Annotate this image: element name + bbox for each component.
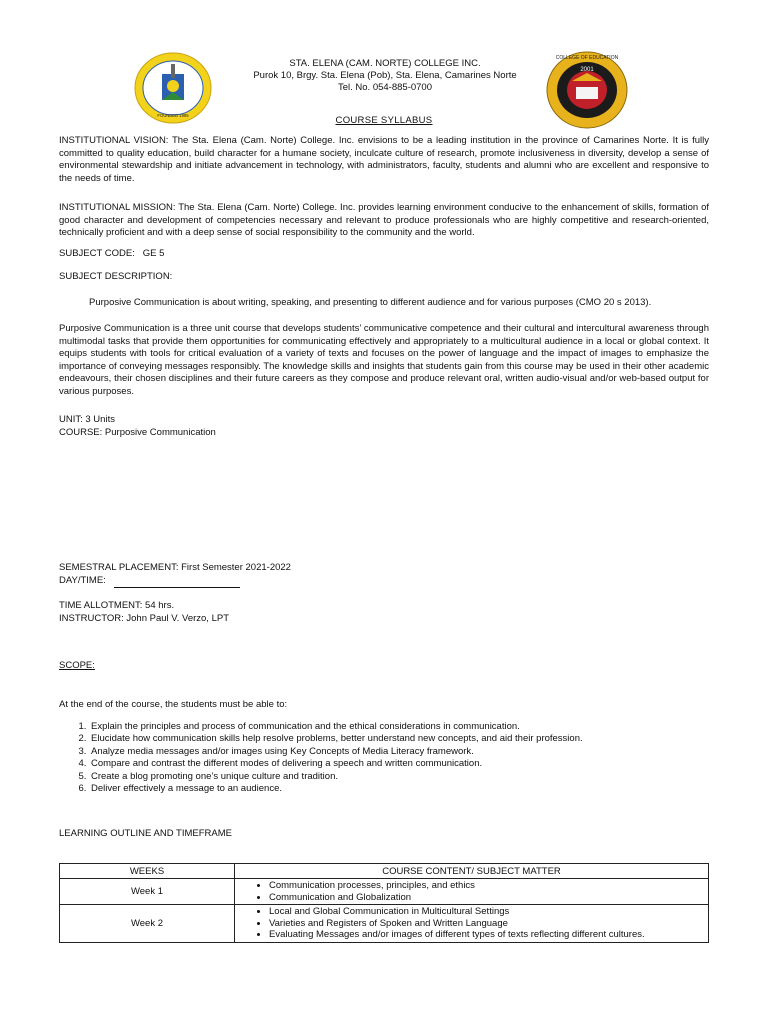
day-time-blank bbox=[114, 578, 240, 588]
content-column-header: COURSE CONTENT/ SUBJECT MATTER bbox=[235, 864, 709, 879]
college-address: Purok 10, Brgy. Sta. Elena (Pob), Sta. Elena, Camarines Norte bbox=[253, 70, 517, 81]
content-item: • Communication processes, principles, and ethics bbox=[269, 880, 704, 892]
subject-code: SUBJECT CODE: GE 5 bbox=[59, 248, 165, 259]
time-allotment: TIME ALLOTMENT: 54 hrs. bbox=[59, 600, 175, 611]
svg-text:COLLEGE OF EDUCATION: COLLEGE OF EDUCATION bbox=[555, 55, 619, 61]
objectives-intro: At the end of the course, the students must be able to: bbox=[59, 699, 288, 710]
college-phone: Tel. No. 054-885-0700 bbox=[337, 82, 432, 93]
svg-text:2001: 2001 bbox=[580, 67, 594, 73]
objective-item: 3. Analyze media messages and/or images using Key Concepts of Media Literacy framework. bbox=[89, 746, 729, 758]
instructor: INSTRUCTOR: John Paul V. Verzo, LPT bbox=[59, 613, 230, 624]
subject-description-label: SUBJECT DESCRIPTION: bbox=[59, 271, 173, 282]
objective-item: 5. Create a blog promoting one’s unique culture and tradition. bbox=[89, 771, 729, 783]
institutional-vision: INSTITUTIONAL VISION: The Sta. Elena (Cam. Norte) College. Inc. envisions to be a leading institution in the province of Camarines Norte. It is fully committed to quality education, build character for a humane society, inculcate culture of research, promote inclusiveness in diversity, develop a sense of environmental stewardship and initiate advancement in technology, with administrators, faculty, students and alumni who are excellent and responsive to the needs of time. bbox=[59, 135, 709, 184]
description-intro: Purposive Communication is about writing, speaking, and presenting to different audience and for various purposes (CMO 20 s 2013). bbox=[89, 297, 652, 308]
week-cell: Week 1 bbox=[60, 879, 235, 905]
learning-outline-heading: LEARNING OUTLINE AND TIMEFRAME bbox=[59, 828, 232, 839]
day-time-label: DAY/TIME: bbox=[59, 575, 106, 586]
objective-item: 1. Explain the principles and process of communication and the ethical considerations in communication. bbox=[89, 721, 729, 733]
table-row bbox=[60, 879, 709, 905]
week-cell: Week 2 bbox=[60, 905, 235, 943]
college-seal-logo bbox=[134, 52, 212, 124]
unit-line: UNIT: 3 Units bbox=[59, 414, 115, 425]
learning-outline-table bbox=[59, 863, 709, 943]
objectives-list bbox=[59, 721, 729, 795]
svg-text:FOUNDED 1995: FOUNDED 1995 bbox=[157, 113, 189, 118]
document-title: COURSE SYLLABUS bbox=[335, 115, 433, 126]
objective-item: 6. Deliver effectively a message to an audience. bbox=[89, 783, 729, 795]
content-item: • Local and Global Communication in Multicultural Settings bbox=[269, 906, 704, 918]
objective-item: 4. Compare and contrast the different modes of delivering a speech and written communication. bbox=[89, 758, 729, 770]
content-item: • Varieties and Registers of Spoken and Written Language bbox=[269, 918, 704, 930]
description-body: Purposive Communication is a three unit course that develops students’ communicative competence and their cultural and intercultural awareness through multimodal tasks that provide them opportunities for communicating effectively and appropriately to a multicultural audience in a local or global context. It equips students with tools for critical evaluation of a variety of texts and focuses on the power of language and the impact of images to emphasize the importance of conveying messages responsibly. The knowledge skills and insights that students gain from this course may be used in their other academic endeavours, their chosen disciplines and their future careers as they compose and produce relevant oral, written audio-visual and/or web-based output for various purposes. bbox=[59, 323, 709, 397]
college-name: STA. ELENA (CAM. NORTE) COLLEGE INC. bbox=[289, 58, 481, 69]
weeks-column-header: WEEKS bbox=[60, 864, 235, 879]
semestral-placement: SEMESTRAL PLACEMENT: First Semester 2021-2022 bbox=[59, 562, 291, 573]
table-row bbox=[60, 905, 709, 943]
content-cell bbox=[235, 905, 709, 943]
content-item: • Evaluating Messages and/or images of different types of texts reflecting different cultures. bbox=[269, 929, 704, 941]
college-header bbox=[220, 58, 550, 94]
content-item: • Communication and Globalization bbox=[269, 892, 704, 904]
institutional-mission: INSTITUTIONAL MISSION: The Sta. Elena (Cam. Norte) College. Inc. provides learning environment conducive to the enhancement of skills, formation of good character and development of competencies necessary and relevant to produce professionals who are highly competitive and research-oriented, technically proficient and with a deep sense of social responsibility to the community and the world. bbox=[59, 202, 709, 239]
scope-heading: SCOPE: bbox=[59, 660, 95, 671]
course-line: COURSE: Purposive Communication bbox=[59, 427, 216, 438]
table-header-row bbox=[60, 864, 709, 879]
day-time-row bbox=[59, 575, 240, 588]
objective-item: 2. Elucidate how communication skills help resolve problems, better understand new concepts, and aid their profession. bbox=[89, 733, 729, 745]
content-cell bbox=[235, 879, 709, 905]
